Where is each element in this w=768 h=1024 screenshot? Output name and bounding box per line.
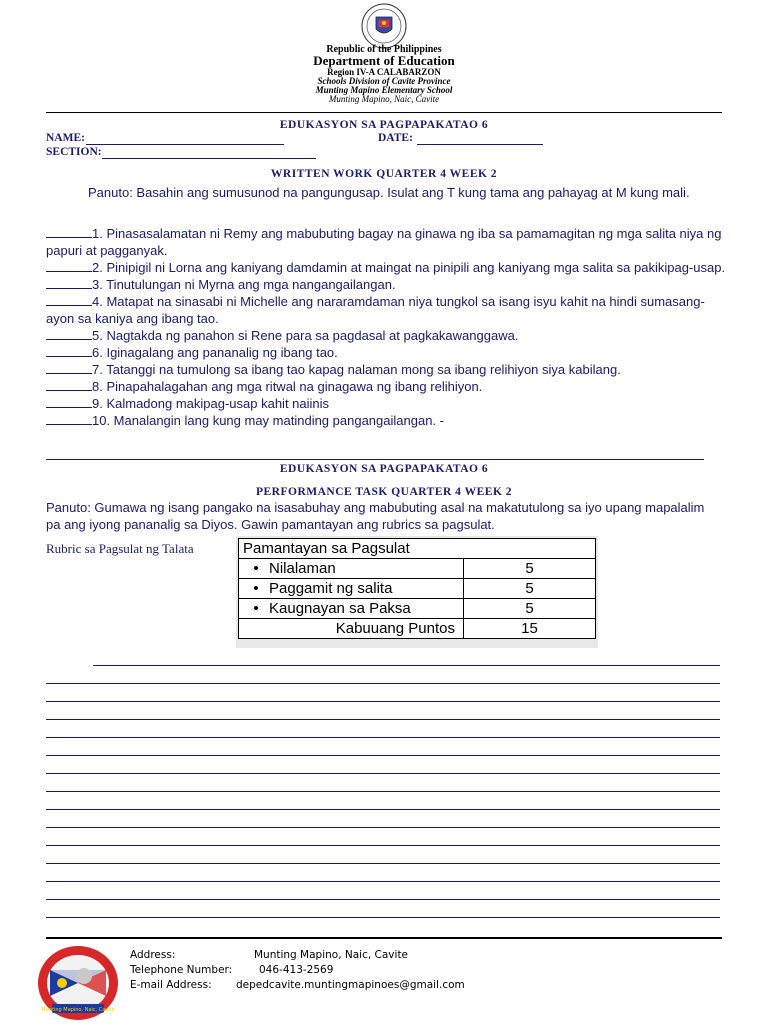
section-field[interactable] — [102, 147, 316, 159]
phone-label: Telephone Number: — [130, 964, 233, 976]
table-row: • Nilalaman 5 — [239, 559, 596, 579]
writing-line[interactable] — [46, 917, 720, 918]
address-value: Munting Mapino, Naic, Cavite — [254, 949, 409, 961]
answer-blank[interactable] — [46, 276, 92, 289]
writing-line[interactable] — [46, 719, 720, 720]
list-item: 7. Tatanggi na tumulong sa ibang tao kapag nalaman mong sa ibang relihiyon siya kabilang. — [46, 361, 726, 378]
footer-divider — [46, 937, 722, 939]
answer-blank[interactable] — [46, 344, 92, 357]
school-text: Munting Mapino Elementary School — [315, 85, 453, 95]
performance-task-title: PERFORMANCE TASK QUARTER 4 WEEK 2 — [255, 486, 513, 498]
department-text: Department of Education — [313, 53, 455, 68]
answer-blank[interactable] — [46, 225, 92, 238]
date-label: DATE: — [378, 132, 413, 144]
writing-line[interactable] — [46, 791, 720, 792]
deped-seal-icon — [361, 3, 407, 49]
writing-line[interactable] — [46, 755, 720, 756]
answer-blank[interactable] — [46, 259, 92, 272]
writing-line[interactable] — [46, 863, 720, 864]
table-row: • Paggamit ng salita 5 — [239, 579, 596, 599]
phone-value: 046-413-2569 — [259, 964, 334, 976]
list-item: 4. Matapat na sinasabi ni Michelle ang nararamdaman niya tungkol sa isang isyu kahit na hindi sumasang-ayon sa kaniya ang ibang tao. — [46, 294, 705, 326]
writing-line[interactable] — [46, 773, 720, 774]
bullet-icon: • — [253, 560, 259, 577]
answer-blank[interactable] — [46, 293, 92, 306]
subject-title: EDUKASYON SA PAGPAPAKATAO 6 — [279, 119, 489, 131]
writing-line[interactable] — [46, 701, 720, 702]
list-item: 6. Iginagalang ang pananalig ng ibang tao. — [46, 344, 726, 361]
answer-blank[interactable] — [46, 412, 92, 425]
table-row: Kabuuang Puntos 15 — [239, 619, 596, 639]
list-item: 2. Pinipigil ni Lorna ang kaniyang damdamin at maingat na pinipili ang kaniyang mga salita sa pakikipag-usap. — [46, 259, 726, 276]
header-divider — [46, 112, 722, 113]
region-text: Region IV-A CALABARZON — [327, 67, 441, 77]
question-list — [46, 225, 726, 429]
email-value: depedcavite.muntingmapinoes@gmail.com — [236, 979, 465, 991]
written-work-title: WRITTEN WORK QUARTER 4 WEEK 2 — [270, 168, 498, 180]
writing-line[interactable] — [46, 683, 720, 684]
svg-text:Munting Mapino, Naic, Cavite: Munting Mapino, Naic, Cavite — [41, 1007, 115, 1013]
instruction-1: Panuto: Basahin ang sumusunod na pangungusap. Isulat ang T kung tama ang pahayag at M kung mali. — [88, 185, 690, 200]
writing-line[interactable] — [46, 809, 720, 810]
bullet-icon: • — [253, 600, 259, 617]
answer-blank[interactable] — [46, 395, 92, 408]
list-item: 3. Tinutulungan ni Myrna ang mga nangangailangan. — [46, 276, 726, 293]
list-item: 5. Nagtakda ng panahon si Rene para sa pagdasal at pagkakawanggawa. — [46, 327, 726, 344]
rubric-label: Rubric sa Pagsulat ng Talata — [46, 541, 194, 556]
writing-line[interactable] — [93, 665, 720, 666]
section-divider — [46, 459, 704, 460]
writing-line[interactable] — [46, 845, 720, 846]
date-field[interactable] — [417, 133, 543, 145]
answer-blank[interactable] — [46, 361, 92, 374]
section-label: SECTION: — [46, 146, 102, 158]
writing-line[interactable] — [46, 881, 720, 882]
division-text: Schools Division of Cavite Province — [317, 76, 451, 86]
rubric-header: Pamantayan sa Pagsulat — [239, 539, 596, 559]
writing-line[interactable] — [46, 899, 720, 900]
school-logo-icon — [36, 944, 120, 1022]
republic-text: Republic of the Philippines — [326, 44, 442, 55]
subject-title-2: EDUKASYON SA PAGPAPAKATAO 6 — [279, 463, 489, 475]
table-row: • Kaugnayan sa Paksa 5 — [239, 599, 596, 619]
name-label: NAME: — [46, 132, 85, 144]
writing-line[interactable] — [46, 737, 720, 738]
email-label: E-mail Address: — [130, 979, 212, 991]
rubric-table — [236, 536, 598, 648]
name-field[interactable] — [86, 133, 284, 145]
writing-line[interactable] — [46, 827, 720, 828]
list-item: 1. Pinasasalamatan ni Remy ang mabubuting bagay na ginawa ng iba sa pamamagitan ng mga salita niya ng papuri at pagganyak. — [46, 226, 722, 258]
bullet-icon: • — [253, 580, 259, 597]
instruction-2: Panuto: Gumawa ng isang pangako na isasabuhay ang mabubuting asal na makatutulong sa iyo upang mapalalim pa ang iyong pananalig sa Diyos. Gawin pamantayan ang rubrics sa pagsulat. — [46, 500, 705, 532]
address-label: Address: — [130, 949, 176, 961]
list-item: 10. Manalangin lang kung may matinding pangangailangan. - — [46, 412, 726, 429]
answer-blank[interactable] — [46, 327, 92, 340]
list-item: 8. Pinapahalagahan ang mga ritwal na ginagawa ng ibang relihiyon. — [46, 378, 726, 395]
answer-blank[interactable] — [46, 378, 92, 391]
list-item: 9. Kalmadong makipag-usap kahit naiinis — [46, 395, 726, 412]
location-text: Munting Mapino, Naic, Cavite — [328, 94, 440, 104]
